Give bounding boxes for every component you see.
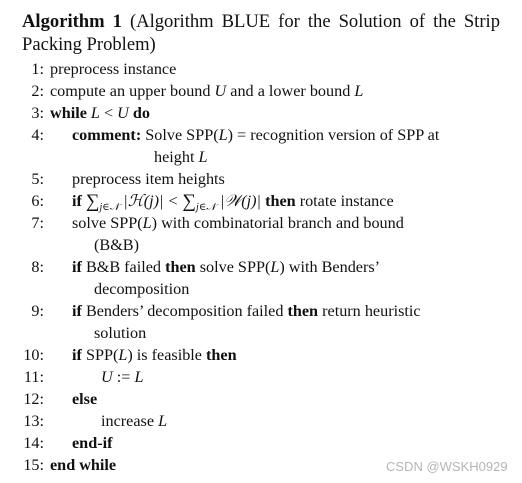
line-text: solution (94, 324, 147, 342)
line-number: 7: (31, 214, 44, 232)
algo-line-13 (0, 410, 522, 432)
line-text: U := L (101, 368, 144, 386)
algo-line-11 (0, 366, 522, 388)
line-text: height L (154, 148, 208, 166)
line-number: 9: (31, 302, 44, 320)
line-text: end-if (72, 434, 113, 452)
line-text: else (72, 390, 98, 408)
line-number: 1: (31, 60, 44, 78)
algo-line-7-continued (0, 234, 522, 256)
algo-line-4 (0, 124, 522, 146)
line-text: preprocess item heights (72, 170, 225, 188)
line-number: 14: (23, 434, 44, 452)
line-text: end while (50, 456, 117, 474)
algo-line-10 (0, 344, 522, 366)
line-text: if $\sum_{j\in 𝒩}$ |ℋ(j)| < $\sum_{j\in 𝒩}$ |𝒲(j)| then rotate instance (72, 191, 394, 213)
algo-line-9-continued (0, 322, 522, 344)
line-text: compute an upper bound U and a lower bound L (50, 82, 364, 100)
algo-line-2 (0, 80, 522, 102)
line-text: if B&B failed then solve SPP(L) with Benders’ (72, 258, 381, 276)
line-number: 10: (23, 346, 44, 364)
algo-line-8 (0, 256, 522, 278)
line-text: if SPP(L) is feasible then (72, 346, 237, 364)
algo-line-9 (0, 300, 522, 322)
algo-line-4-continued (0, 146, 522, 168)
sum-symbol: ∑ (85, 191, 100, 212)
line-text: preprocess instance (50, 60, 177, 78)
algo-line-6 (0, 190, 522, 212)
algo-line-14 (0, 432, 522, 454)
algorithm-caption (22, 10, 500, 56)
line-number: 12: (23, 390, 44, 408)
line-text: decomposition (94, 280, 190, 298)
algo-line-5 (0, 168, 522, 190)
algo-line-7 (0, 212, 522, 234)
caption-text: (Algorithm BLUE for the Solution of the Strip Packing Problem) (22, 11, 500, 55)
line-number: 5: (31, 170, 44, 188)
line-text: comment: Solve SPP(L) = recognition version of SPP at (72, 126, 440, 144)
algo-line-1 (0, 58, 522, 80)
sum-symbol: ∑ (182, 191, 197, 212)
algo-line-3 (0, 102, 522, 124)
line-text: if Benders’ decomposition failed then return heuristic (72, 302, 421, 320)
line-number: 8: (31, 258, 44, 276)
line-number: 3: (31, 104, 44, 122)
line-text: while L < U do (50, 104, 151, 122)
line-text: (B&B) (94, 236, 139, 254)
line-text: solve SPP(L) with combinatorial branch and bound (72, 214, 404, 232)
line-number: 6: (31, 192, 44, 210)
caption-label: Algorithm 1 (22, 11, 122, 32)
line-number: 2: (31, 82, 44, 100)
watermark: CSDN @WSKH0929 (386, 459, 508, 474)
line-number: 13: (23, 412, 44, 430)
line-number: 11: (23, 368, 44, 386)
algo-line-8-continued (0, 278, 522, 300)
algo-line-12 (0, 388, 522, 410)
line-number: 15: (23, 456, 44, 474)
line-number: 4: (31, 126, 44, 144)
line-text: increase L (101, 412, 168, 430)
